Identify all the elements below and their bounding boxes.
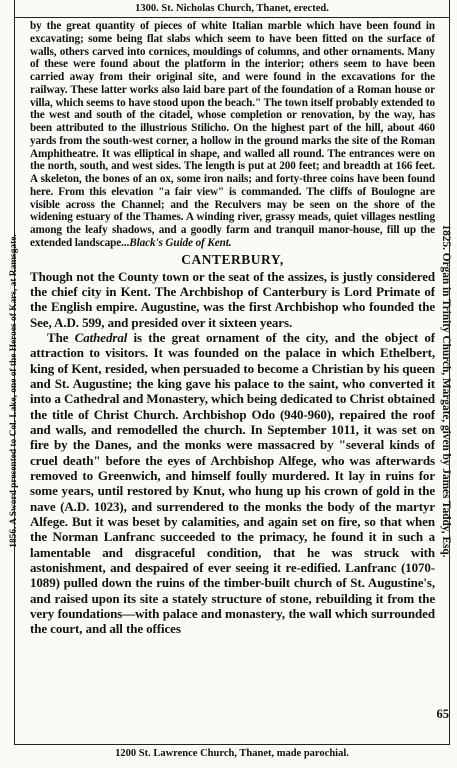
paragraph-cathedral-text: is the great ornament of the city, and the object of attraction to visitors. It was founded on the palace in which Ethelbert, king of Kent, resided, when persuaded to become a Christian by his queen and St. Augustine; the king gave his palace to the saint, who converted it into a Cathedral and Monastery, which being dedicated to Christ obtained the title of Christ Church. Archbishop Odo (940-960), repaired the roof and walls, and remodelled the church. In September 1011, it was set on fire by the Danes, and the monks were massacred by "several kinds of cruel death" before the eyes of Archbishop Alfege, who was afterwards removed to Greenwich, and himself foully murdered. It lay in ruins for some years, until restored by Knut, who hung up his crown of gold in the nave (A.D. 1023), and surrendered to the monks the body of the martyr Alfege. But it was beset by calamities, and again set on fire, so that when the Norman Lanfranc succeeded to the primacy, he found it in such a lamentable and disgraceful condition, that he was struck with astonishment, and despaired of ever seeing it re-edified. Lanfranc (1070-1089) pulled down the ruins of the timber-built church of St. Augustine's, and raised upon its site a stately structure of stone, rebuilding it from the very foundations—with palace and monastery, the wall which surrounded the court, and all the offices (30, 329, 435, 637)
right-margin-text: 1825. Organ in Trinity Church, Margate, given by James Taddy, Esq. (440, 224, 452, 558)
page-content (30, 20, 435, 740)
page-footer: 1200 St. Lawrence Church, Thanet, made parochial. (115, 748, 349, 759)
section-heading: CANTERBURY, (181, 251, 284, 267)
main-text (30, 269, 435, 637)
quoted-passage (30, 20, 435, 250)
paragraph-intro: Though not the County town or the seat of the assizes, is justly considered the chief city in Kent. The Archbishop of Canterbury is Lord Primate of the English empire. Augustine, was the first Archbishop who founded the See, A.D. 599, and presided over it sixteen years. (30, 268, 435, 330)
quote-citation: Black's Guide of Kent. (129, 236, 232, 249)
page-header: 1300. St. Nicholas Church, Thanet, erected. (14, 0, 450, 18)
paragraph-cathedral (30, 330, 435, 637)
left-margin-text: 1856. A Sword presented to Col. Lake, one of the Heroes of Kars, at Ramsgate. (9, 234, 19, 548)
quote-paragraph (30, 20, 435, 250)
cathedral-word: Cathedral (74, 329, 128, 345)
page-number: 65 (436, 707, 449, 721)
paragraph-lead: The (47, 329, 75, 345)
quote-text: by the great quantity of pieces of white Italian marble which have been found in excavating; some being flat slabs which seem to have been fitted on the surface of walls, others carved into cornices, mouldings of columns, and other ornaments. Many of these were found about the platform in the interior; others seem to have been carried away from their original site, and were found in the excavations for the railway. These latter works also laid bare part of the foundation of a Roman house or villa, which seems to have stood upon the beach." The town itself probably extended to the west and south of the citadel, whose completion or renovation, by the way, has been attributed to the illustrious Stilicho. On the highest part of the hill, about 460 yards from the south-west corner, a hollow in the ground marks the site of the Roman Amphitheatre. It was elliptical in shape, and walled all round. The entrances were on the north, south, and west sides. The length is put at 200 feet; and breadth at 166 feet. A skeleton, the bones of an ox, some iron nails; and forty-three coins have been found here. From this elevation "a fair view" is commanded. The cliffs of Boulogne are visible across the Channel; and the Reculvers may be seen on the shore of the widening estuary of the Thames. A winding river, grassy meads, quiet villages nestling among the leafy shadows, and a goodly farm and tranquil manor-house, fill up the extended landscape... (30, 20, 435, 249)
